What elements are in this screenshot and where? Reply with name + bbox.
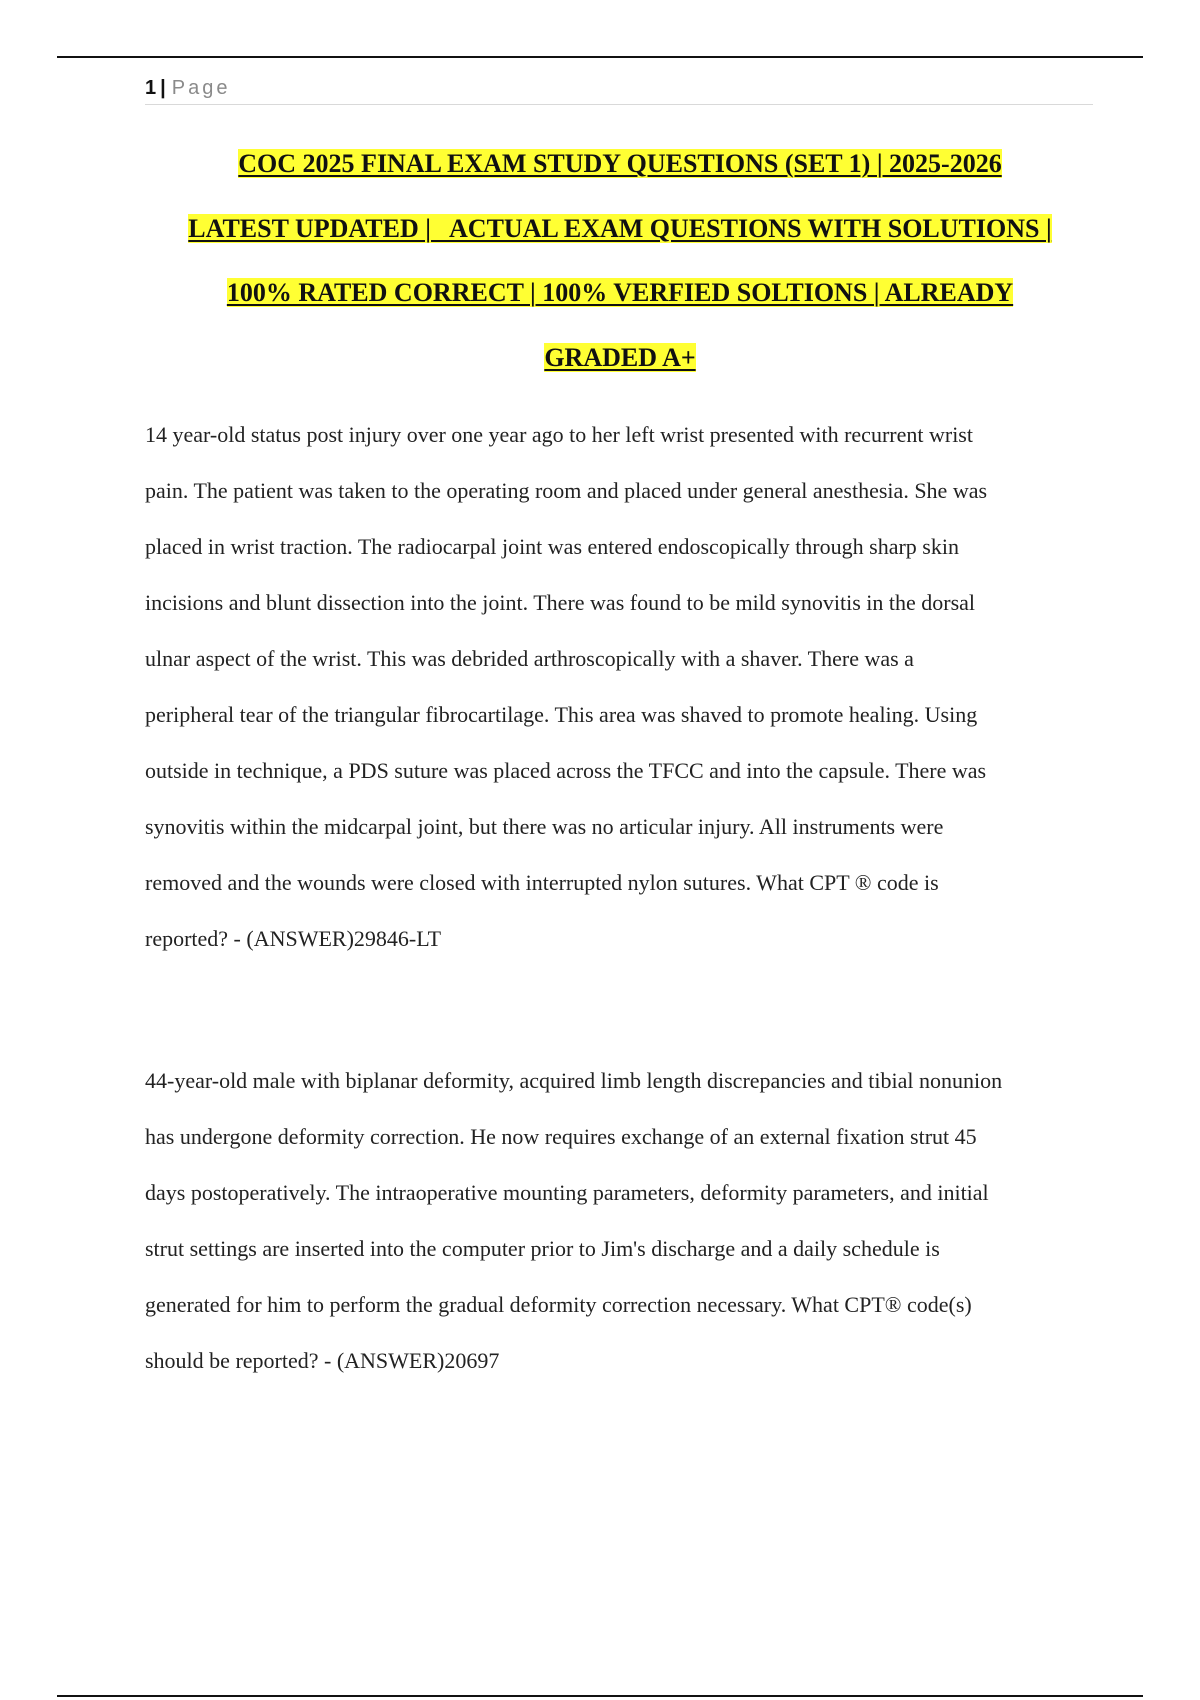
question-1-line: 14 year-old status post injury over one year ago to her left wrist presented with recurrent wrist [145,422,973,447]
question-1-line: incisions and blunt dissection into the joint. There was found to be mild synovitis in the dorsal [145,590,976,615]
title-line-3: 100% RATED CORRECT | 100% VERFIED SOLTIONS | ALREADY [226,278,1014,307]
question-1-line: pain. The patient was taken to the operating room and placed under general anesthesia. She was [145,478,988,503]
question-2 [145,1053,1095,1389]
question-2-line: days postoperatively. The intraoperative mounting parameters, deformity parameters, and initial [145,1180,989,1205]
question-2-answer-line: should be reported? - (ANSWER)20697 [145,1348,500,1373]
question-1-line: placed in wrist traction. The radiocarpal joint was entered endoscopically through sharp skin [145,534,959,559]
title-line-1: COC 2025 FINAL EXAM STUDY QUESTIONS (SET 1) | 2025-2026 [238,149,1002,178]
bottom-rule [57,1695,1143,1697]
question-1-line: peripheral tear of the triangular fibrocartilage. This area was shaved to promote healing. Using [145,702,978,727]
document-title [140,132,1100,390]
page-separator: | [160,77,166,99]
question-2-line: has undergone deformity correction. He now requires exchange of an external fixation strut 45 [145,1124,977,1149]
question-2-line: 44-year-old male with biplanar deformity, acquired limb length discrepancies and tibial nonunion [145,1068,1003,1093]
question-1-line: ulnar aspect of the wrist. This was debrided arthroscopically with a shaver. There was a [145,646,914,671]
question-1-answer-line: reported? - (ANSWER)29846-LT [145,926,442,951]
question-1 [145,407,1095,967]
question-1-line: synovitis within the midcarpal joint, but there was no articular injury. All instruments were [145,814,944,839]
title-line-4: GRADED A+ [544,342,696,372]
page-label: Page [171,77,231,99]
question-1-line: removed and the wounds were closed with interrupted nylon sutures. What CPT ® code is [145,870,939,895]
page-header [145,74,1093,105]
question-2-line: generated for him to perform the gradual deformity correction necessary. What CPT® code(s) [145,1292,972,1317]
page-number: 1 [145,77,157,99]
top-rule [57,56,1143,58]
question-2-line: strut settings are inserted into the computer prior to Jim's discharge and a daily schedule is [145,1236,940,1261]
title-line-2: LATEST UPDATED | ACTUAL EXAM QUESTIONS WITH SOLUTIONS | [188,213,1052,243]
question-1-line: outside in technique, a PDS suture was placed across the TFCC and into the capsule. There was [145,758,987,783]
